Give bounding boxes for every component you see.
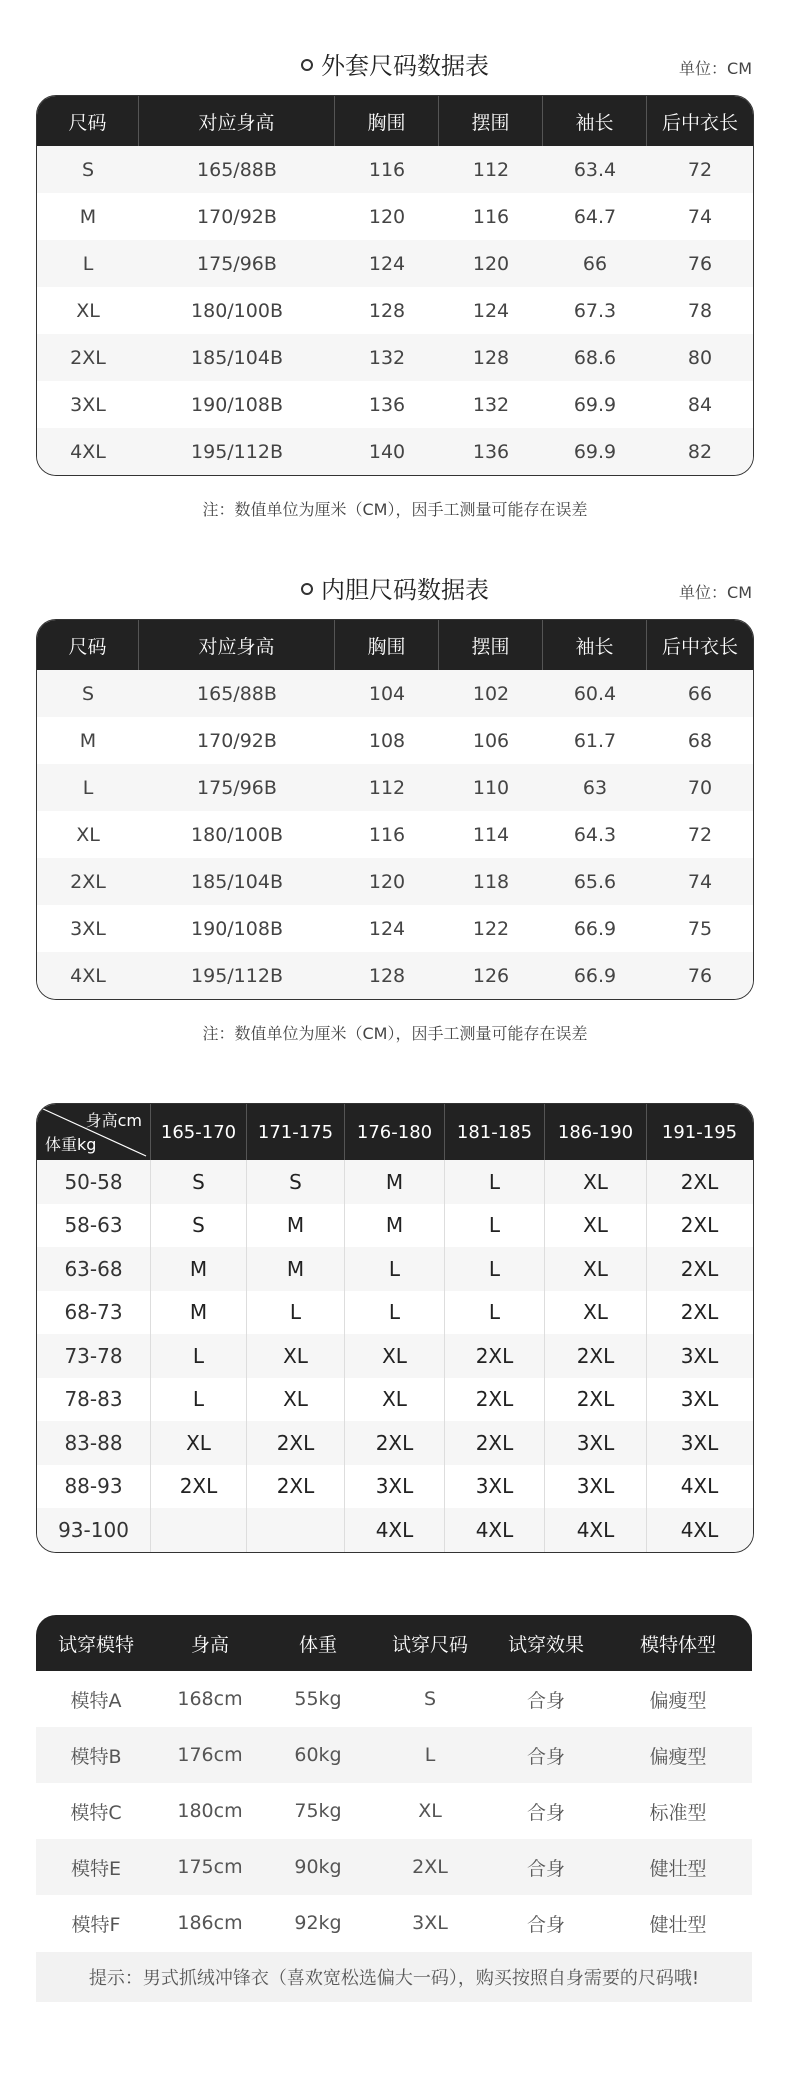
recommended-size-cell: S xyxy=(151,1160,247,1204)
recommended-size-cell: 4XL xyxy=(445,1508,545,1552)
table-row xyxy=(36,1895,752,1951)
table-cell: 76 xyxy=(687,964,713,987)
table-row xyxy=(37,1334,753,1378)
column-header: 胸围 xyxy=(335,96,439,146)
table-cell: 120 xyxy=(472,252,510,275)
table-cell: 66.9 xyxy=(573,964,617,987)
recommended-size-cell: L xyxy=(247,1291,345,1335)
recommended-size-cell: L xyxy=(151,1378,247,1422)
recommended-size-cell: 2XL xyxy=(545,1378,647,1422)
recommended-size-cell: 4XL xyxy=(345,1508,445,1552)
table-cell: 175cm xyxy=(177,1856,243,1878)
column-header: 摆围 xyxy=(439,620,543,670)
table-cell: 128 xyxy=(368,964,406,987)
table-cell: 132 xyxy=(472,393,510,416)
recommended-size-cell: 2XL xyxy=(680,1256,719,1281)
column-header: 胸围 xyxy=(335,620,439,670)
table-cell: 175/96B xyxy=(197,252,277,275)
column-header: 尺码 xyxy=(37,620,139,670)
weight-range-cell: 50-58 xyxy=(37,1160,151,1204)
weight-range-cell: 63-68 xyxy=(37,1247,151,1291)
header-row xyxy=(37,96,753,146)
recommended-size-cell: 2XL xyxy=(545,1334,647,1378)
column-header: 袖长 xyxy=(543,620,647,670)
table-cell: 4XL xyxy=(70,440,106,463)
table-cell: 102 xyxy=(472,682,510,705)
recommended-size-cell: L xyxy=(151,1334,247,1378)
recommended-size-cell: 2XL xyxy=(680,1169,719,1194)
recommended-size-cell: L xyxy=(445,1291,545,1335)
recommended-size-cell: 3XL xyxy=(445,1465,545,1509)
height-range-header: 165-170 xyxy=(151,1104,247,1160)
table-cell: 68.6 xyxy=(573,346,617,369)
header-row xyxy=(37,620,753,670)
table-row xyxy=(37,1465,753,1509)
recommended-size-cell: 2XL xyxy=(445,1421,545,1465)
table-cell: 75kg xyxy=(294,1800,342,1822)
column-header: 摆围 xyxy=(439,96,543,146)
table-row xyxy=(37,717,753,764)
column-header: 模特体型 xyxy=(639,1633,716,1656)
table-cell: L xyxy=(424,1744,436,1766)
column-header: 后中衣长 xyxy=(661,635,738,658)
recommended-size-cell: 4XL xyxy=(545,1508,647,1552)
table-cell: 66 xyxy=(687,682,713,705)
recommended-size-cell: 2XL xyxy=(247,1465,345,1509)
table-cell: 90kg xyxy=(294,1856,342,1878)
table-cell: 63 xyxy=(582,776,608,799)
recommended-size-cell: 2XL xyxy=(445,1334,545,1378)
header-row xyxy=(37,1104,753,1160)
table-cell: 122 xyxy=(472,917,510,940)
table-cell: 3XL xyxy=(70,393,106,416)
table-cell: 模特E xyxy=(70,1857,121,1880)
table-cell: 标准型 xyxy=(649,1801,707,1824)
table-cell: 75 xyxy=(687,917,713,940)
column-header: 体重 xyxy=(298,1633,337,1656)
table-cell: 65.6 xyxy=(573,870,617,893)
table-cell: 72 xyxy=(687,158,713,181)
model-fit-table xyxy=(36,1615,752,1951)
height-range-header: 171-175 xyxy=(247,1104,345,1160)
table-cell: 4XL xyxy=(70,964,106,987)
outer-title: 外套尺码数据表 xyxy=(0,46,790,81)
inner-note: 注：数值单位为厘米（CM），因手工测量可能存在误差 xyxy=(202,1024,588,1043)
column-header: 对应身高 xyxy=(139,96,335,146)
table-cell: 186cm xyxy=(177,1912,243,1934)
recommended-size-cell: 4XL xyxy=(680,1517,719,1542)
table-cell: 170/92B xyxy=(197,205,277,228)
table-cell: 合身 xyxy=(526,1745,565,1768)
table-cell: 170/92B xyxy=(197,729,277,752)
table-row xyxy=(37,1204,753,1248)
recommended-size-cell: L xyxy=(445,1247,545,1291)
recommended-size-cell: XL xyxy=(545,1204,647,1248)
table-cell: 106 xyxy=(472,729,510,752)
table-cell: 190/108B xyxy=(191,393,283,416)
outer-unit: 单位：CM xyxy=(679,59,752,78)
recommended-size-cell: 2XL xyxy=(151,1465,247,1509)
inner-title: 内胆尺码数据表 xyxy=(0,570,790,605)
table-row xyxy=(37,1508,753,1552)
table-cell: 185/104B xyxy=(191,346,283,369)
table-cell: 69.9 xyxy=(573,393,617,416)
height-range-header: 186-190 xyxy=(545,1104,647,1160)
table-cell: 168cm xyxy=(177,1688,243,1710)
table-cell: 116 xyxy=(368,823,406,846)
weight-range-cell: 88-93 xyxy=(37,1465,151,1509)
table-cell: 55kg xyxy=(294,1688,342,1710)
recommended-size-cell: 3XL xyxy=(345,1465,445,1509)
recommended-size-cell: XL xyxy=(247,1378,345,1422)
recommended-size-cell: XL xyxy=(247,1334,345,1378)
table-cell: 112 xyxy=(368,776,406,799)
table-row xyxy=(37,764,753,811)
table-cell: 136 xyxy=(368,393,406,416)
table-cell: 健壮型 xyxy=(649,1857,707,1880)
table-cell: 74 xyxy=(687,870,713,893)
table-cell: 2XL xyxy=(412,1856,448,1878)
recommended-size-cell: L xyxy=(345,1291,445,1335)
table-cell: 模特F xyxy=(71,1913,121,1936)
table-row xyxy=(37,905,753,952)
table-cell: 合身 xyxy=(526,1689,565,1712)
weight-range-cell: 83-88 xyxy=(37,1421,151,1465)
weight-range-cell: 93-100 xyxy=(37,1508,151,1552)
table-cell: 180/100B xyxy=(191,299,283,322)
column-header: 试穿尺码 xyxy=(391,1633,468,1656)
table-cell: S xyxy=(81,158,95,181)
table-cell: 模特B xyxy=(70,1745,122,1768)
circle-icon xyxy=(301,59,313,71)
table-cell: 132 xyxy=(368,346,406,369)
table-cell: 64.3 xyxy=(573,823,617,846)
table-cell: 195/112B xyxy=(191,964,283,987)
table-cell: 84 xyxy=(687,393,713,416)
inner-unit: 单位：CM xyxy=(679,583,752,602)
recommended-size-cell: 3XL xyxy=(680,1430,719,1455)
table-cell: 2XL xyxy=(70,870,106,893)
table-row xyxy=(37,1378,753,1422)
table-cell: 124 xyxy=(368,917,406,940)
recommended-size-cell: XL xyxy=(545,1247,647,1291)
table-cell: 64.7 xyxy=(573,205,617,228)
table-cell: 175/96B xyxy=(197,776,277,799)
recommended-size-cell: 2XL xyxy=(445,1378,545,1422)
outer-note: 注：数值单位为厘米（CM），因手工测量可能存在误差 xyxy=(202,500,588,519)
table-cell: 合身 xyxy=(526,1857,565,1880)
table-cell: L xyxy=(82,252,94,275)
recommended-size-cell: XL xyxy=(545,1291,647,1335)
table-row xyxy=(37,287,753,334)
column-header: 试穿效果 xyxy=(507,1633,584,1656)
column-header: 身高 xyxy=(190,1633,229,1656)
table-cell: XL xyxy=(418,1800,442,1822)
table-row xyxy=(37,146,753,193)
table-body xyxy=(36,1671,752,1951)
recommended-size-cell: 3XL xyxy=(545,1465,647,1509)
table-cell: 74 xyxy=(687,205,713,228)
table-row xyxy=(37,240,753,287)
table-cell: 136 xyxy=(472,440,510,463)
table-cell: S xyxy=(81,682,95,705)
table-body xyxy=(37,146,753,475)
recommended-size-cell: M xyxy=(151,1247,247,1291)
table-cell: 70 xyxy=(687,776,713,799)
table-cell: 114 xyxy=(472,823,510,846)
recommended-size-cell: M xyxy=(345,1160,445,1204)
recommended-size-cell: 3XL xyxy=(545,1421,647,1465)
table-cell: 60kg xyxy=(294,1744,342,1766)
table-cell: 118 xyxy=(472,870,510,893)
recommended-size-cell: XL xyxy=(345,1334,445,1378)
header-row xyxy=(36,1615,752,1671)
height-range-header: 176-180 xyxy=(345,1104,445,1160)
height-range-header: 191-195 xyxy=(661,1121,738,1143)
weight-range-cell: 73-78 xyxy=(37,1334,151,1378)
table-cell: 185/104B xyxy=(191,870,283,893)
table-cell: M xyxy=(79,729,97,752)
table-row xyxy=(37,1160,753,1204)
recommended-size-cell: L xyxy=(345,1247,445,1291)
column-header: 尺码 xyxy=(37,96,139,146)
table-row xyxy=(37,381,753,428)
table-cell: 健壮型 xyxy=(649,1913,707,1936)
table-cell: 104 xyxy=(368,682,406,705)
fit-tip: 提示：男式抓绒冲锋衣（喜欢宽松选偏大一码），购买按照自身需要的尺码哦! xyxy=(36,1952,752,2002)
table-row xyxy=(37,1421,753,1465)
table-cell: 3XL xyxy=(412,1912,448,1934)
table-cell: 120 xyxy=(368,870,406,893)
table-cell: 78 xyxy=(687,299,713,322)
corner-header xyxy=(37,1104,151,1160)
table-cell: 128 xyxy=(472,346,510,369)
table-row xyxy=(36,1783,752,1839)
recommended-size-cell: S xyxy=(151,1204,247,1248)
recommended-size-cell xyxy=(247,1508,345,1552)
table-cell: 180/100B xyxy=(191,823,283,846)
recommended-size-cell: L xyxy=(445,1160,545,1204)
table-cell: 116 xyxy=(472,205,510,228)
table-cell: 110 xyxy=(472,776,510,799)
table-row xyxy=(37,1247,753,1291)
table-cell: 2XL xyxy=(70,346,106,369)
table-cell: S xyxy=(423,1688,437,1710)
table-cell: XL xyxy=(76,823,100,846)
table-row xyxy=(37,1291,753,1335)
height-axis-label: 身高cm xyxy=(85,1111,142,1130)
size-recommendation-table xyxy=(36,1103,754,1553)
table-row xyxy=(36,1839,752,1895)
recommended-size-cell: 3XL xyxy=(680,1387,719,1412)
recommended-size-cell: S xyxy=(247,1160,345,1204)
table-cell: 69.9 xyxy=(573,440,617,463)
column-header: 后中衣长 xyxy=(661,111,738,134)
table-cell: 76 xyxy=(687,252,713,275)
outer-size-table xyxy=(36,95,754,476)
table-cell: 92kg xyxy=(294,1912,342,1934)
table-cell: M xyxy=(79,205,97,228)
table-row xyxy=(37,952,753,999)
recommended-size-cell: 4XL xyxy=(680,1474,719,1499)
table-cell: 190/108B xyxy=(191,917,283,940)
table-cell: 82 xyxy=(687,440,713,463)
table-cell: 124 xyxy=(472,299,510,322)
table-cell: 偏瘦型 xyxy=(649,1745,707,1768)
table-cell: 180cm xyxy=(177,1800,243,1822)
table-row xyxy=(37,670,753,717)
table-cell: 176cm xyxy=(177,1744,243,1766)
table-cell: L xyxy=(82,776,94,799)
recommended-size-cell: L xyxy=(445,1204,545,1248)
table-cell: XL xyxy=(76,299,100,322)
table-cell: 模特A xyxy=(70,1689,122,1712)
table-cell: 165/88B xyxy=(197,682,277,705)
recommended-size-cell: M xyxy=(247,1204,345,1248)
table-cell: 合身 xyxy=(526,1913,565,1936)
table-body xyxy=(37,1160,753,1552)
table-cell: 126 xyxy=(472,964,510,987)
recommended-size-cell: M xyxy=(247,1247,345,1291)
recommended-size-cell: 2XL xyxy=(247,1421,345,1465)
table-cell: 60.4 xyxy=(573,682,617,705)
recommended-size-cell xyxy=(151,1508,247,1552)
recommended-size-cell: M xyxy=(151,1291,247,1335)
table-cell: 120 xyxy=(368,205,406,228)
recommended-size-cell: M xyxy=(345,1204,445,1248)
table-cell: 3XL xyxy=(70,917,106,940)
inner-size-table xyxy=(36,619,754,1000)
table-cell: 68 xyxy=(687,729,713,752)
table-row xyxy=(37,428,753,475)
weight-range-cell: 68-73 xyxy=(37,1291,151,1335)
recommended-size-cell: 2XL xyxy=(345,1421,445,1465)
table-cell: 合身 xyxy=(526,1801,565,1824)
table-row xyxy=(37,858,753,905)
table-cell: 116 xyxy=(368,158,406,181)
recommended-size-cell: 2XL xyxy=(680,1300,719,1325)
table-cell: 偏瘦型 xyxy=(649,1689,707,1712)
table-row xyxy=(37,811,753,858)
table-cell: 72 xyxy=(687,823,713,846)
table-cell: 124 xyxy=(368,252,406,275)
table-body xyxy=(37,670,753,999)
table-cell: 模特C xyxy=(70,1801,122,1824)
table-cell: 66.9 xyxy=(573,917,617,940)
table-row xyxy=(36,1727,752,1783)
table-cell: 63.4 xyxy=(573,158,617,181)
table-row xyxy=(37,193,753,240)
table-cell: 195/112B xyxy=(191,440,283,463)
weight-axis-label: 体重kg xyxy=(45,1135,97,1154)
table-cell: 165/88B xyxy=(197,158,277,181)
column-header: 对应身高 xyxy=(139,620,335,670)
recommended-size-cell: XL xyxy=(345,1378,445,1422)
circle-icon xyxy=(301,583,313,595)
table-cell: 108 xyxy=(368,729,406,752)
table-cell: 80 xyxy=(687,346,713,369)
table-cell: 128 xyxy=(368,299,406,322)
table-cell: 67.3 xyxy=(573,299,617,322)
table-cell: 140 xyxy=(368,440,406,463)
table-row xyxy=(36,1671,752,1727)
height-range-header: 181-185 xyxy=(445,1104,545,1160)
column-header: 试穿模特 xyxy=(57,1633,134,1656)
recommended-size-cell: XL xyxy=(545,1160,647,1204)
table-row xyxy=(37,334,753,381)
column-header: 袖长 xyxy=(543,96,647,146)
table-cell: 66 xyxy=(582,252,608,275)
recommended-size-cell: XL xyxy=(151,1421,247,1465)
recommended-size-cell: 3XL xyxy=(680,1343,719,1368)
weight-range-cell: 58-63 xyxy=(37,1204,151,1248)
table-cell: 112 xyxy=(472,158,510,181)
weight-range-cell: 78-83 xyxy=(37,1378,151,1422)
recommended-size-cell: 2XL xyxy=(680,1213,719,1238)
table-cell: 61.7 xyxy=(573,729,617,752)
